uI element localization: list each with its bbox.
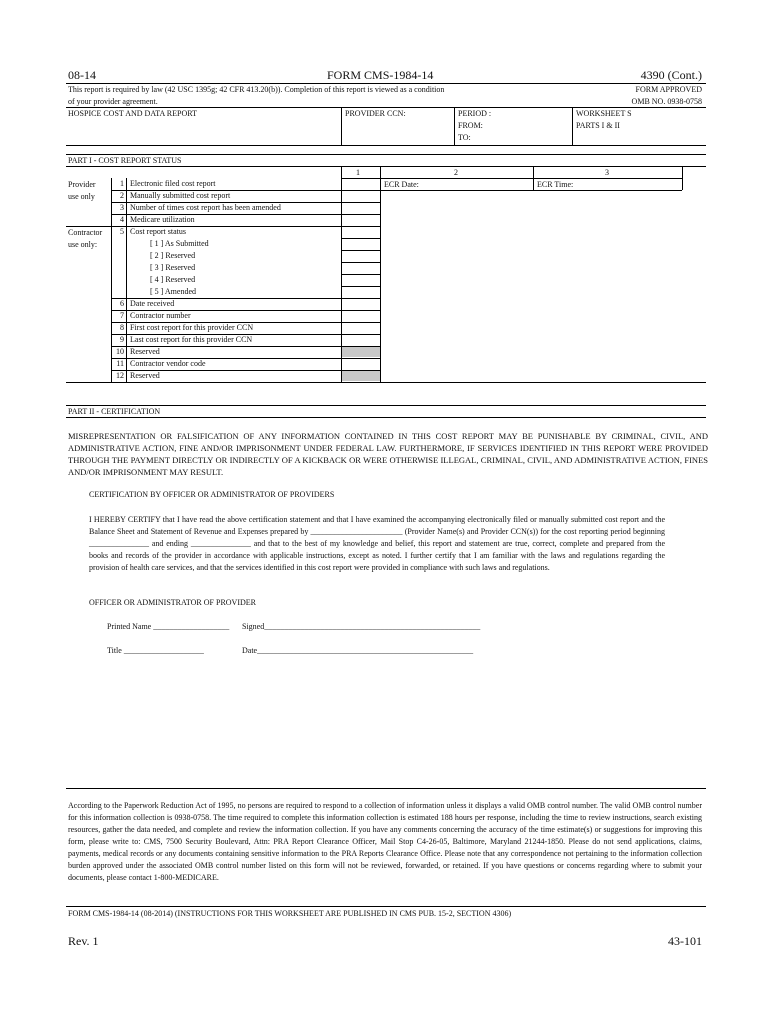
date-code: 08-14 <box>68 68 96 82</box>
status-row <box>0 250 770 262</box>
period-label: PERIOD : <box>458 109 492 118</box>
row-rule <box>111 382 380 383</box>
status-row <box>0 214 770 226</box>
provider-use-label-1: Provider <box>68 180 96 189</box>
row-number: 11 <box>116 359 124 368</box>
status-row <box>0 178 770 190</box>
status-row <box>0 190 770 202</box>
row-label: Date received <box>130 299 175 308</box>
row-number: 3 <box>120 203 124 212</box>
revision-label: Rev. 1 <box>68 934 99 948</box>
law-statement-line1: This report is required by law (42 USC 1395g; 42 CFR 413.20(b)). Completion of this report is viewed as a condition <box>68 85 445 94</box>
part1-top-rule <box>66 154 706 155</box>
title-field[interactable]: Title ____________________ <box>107 646 204 655</box>
row-value-cell[interactable] <box>342 250 380 262</box>
certification-heading: CERTIFICATION BY OFFICER OR ADMINISTRATOR OF PROVIDERS <box>89 490 335 499</box>
row-value-cell[interactable] <box>342 262 380 274</box>
row-value-cell[interactable] <box>342 310 380 322</box>
status-option-label: [ 1 ] As Submitted <box>150 239 209 248</box>
date-field[interactable]: Date______________________________________________________ <box>242 646 474 655</box>
row-value-cell[interactable] <box>342 202 380 214</box>
row-value-cell[interactable] <box>342 274 380 286</box>
page-number: 43-101 <box>668 934 702 948</box>
row-value-cell[interactable] <box>342 358 380 370</box>
id-block-bottom-rule <box>66 145 706 146</box>
provider-use-label-2: use only <box>68 192 95 201</box>
falsification-warning: MISREPRESENTATION OR FALSIFICATION OF ANY INFORMATION CONTAINED IN THIS COST REPORT MAY BE PUNISHABLE BY CRIMINAL, CIVIL, AND ADMINISTRATIVE ACTION, FINE AND/OR IMPRISONMENT UNDER FEDERAL LAW. FURTHERMORE, IF SERVICES IDENTIFIED IN THIS REPORT WERE PROVIDED THROUGH THE PAYMENT DIRECTLY OR INDIRECTLY OF A KICKBACK OR WERE OTHERWISE ILLEGAL, CRIMINAL, CIVIL, AND ADMINISTRATIVE ACTION, FINES AND/OR IMPRISONMENT MAY RESULT. <box>68 431 708 477</box>
row-label: Reserved <box>130 347 160 356</box>
report-name: HOSPICE COST AND DATA REPORT <box>68 109 197 118</box>
contractor-use-label-1: Contractor <box>68 228 103 237</box>
row-value-cell[interactable] <box>342 214 380 226</box>
row-number: 5 <box>120 227 124 236</box>
contractor-section-rule <box>66 226 111 227</box>
printed-name-field[interactable]: Printed Name ___________________ <box>107 622 230 631</box>
row-label: Manually submitted cost report <box>130 191 231 200</box>
row-value-cell[interactable] <box>342 370 380 382</box>
row-number: 9 <box>120 335 124 344</box>
ecr-date-label: ECR Date: <box>384 180 419 189</box>
row-number: 10 <box>116 347 124 356</box>
part2-title: PART II - CERTIFICATION <box>68 407 161 416</box>
omb-number: OMB NO. 0938-0758 <box>631 97 702 106</box>
id-block-divider-3 <box>572 107 573 145</box>
row-value-cell[interactable] <box>342 322 380 334</box>
page-reference: 4390 (Cont.) <box>640 68 702 82</box>
status-row <box>0 286 770 298</box>
status-row <box>0 262 770 274</box>
officer-heading: OFFICER OR ADMINISTRATOR OF PROVIDER <box>89 598 256 607</box>
row-label: Medicare utilization <box>130 215 195 224</box>
status-option-label: [ 4 ] Reserved <box>150 275 196 284</box>
column-header-1: 1 <box>356 168 360 177</box>
row-label: Contractor vendor code <box>130 359 206 368</box>
status-row <box>0 202 770 214</box>
column-header-3: 3 <box>605 168 609 177</box>
row-value-cell[interactable] <box>342 298 380 310</box>
status-row <box>0 358 770 370</box>
row-label: Cost report status <box>130 227 186 236</box>
row-number: 1 <box>120 179 124 188</box>
row-number: 6 <box>120 299 124 308</box>
status-option-label: [ 2 ] Reserved <box>150 251 196 260</box>
signature-field[interactable]: Signed______________________________________________________ <box>242 622 481 631</box>
row-value-cell[interactable] <box>342 346 380 358</box>
column-header-2: 2 <box>454 168 458 177</box>
id-block-divider-2 <box>454 107 455 145</box>
row-label: Last cost report for this provider CCN <box>130 335 253 344</box>
row-value-cell[interactable] <box>342 334 380 346</box>
row-value-cell[interactable] <box>342 286 380 298</box>
status-row <box>0 226 770 238</box>
provider-ccn-label: PROVIDER CCN: <box>345 109 406 118</box>
paperwork-top-rule <box>66 788 706 789</box>
row-label: Contractor number <box>130 311 191 320</box>
row-label: First cost report for this provider CCN <box>130 323 254 332</box>
row-value-cell[interactable] <box>342 238 380 250</box>
ecr-time-label: ECR Time: <box>537 180 574 189</box>
row-number: 12 <box>116 371 124 380</box>
worksheet-label: WORKSHEET S <box>576 109 632 118</box>
form-title: FORM CMS-1984-14 <box>327 68 434 82</box>
part1-title: PART I - COST REPORT STATUS <box>68 156 182 165</box>
status-row <box>0 238 770 250</box>
row-number: 4 <box>120 215 124 224</box>
status-option-label: [ 5 ] Amended <box>150 287 196 296</box>
status-row <box>0 274 770 286</box>
status-row <box>0 346 770 358</box>
id-block-divider-1 <box>341 107 342 145</box>
row-value-cell[interactable] <box>342 178 380 190</box>
row-label: Reserved <box>130 371 160 380</box>
certification-statement: I HEREBY CERTIFY that I have read the above certification statement and that I have examined the accompanying electronically filed or manually submitted cost report and the Balance Sheet and Statement of Revenue and Expenses prepared by _______________________ (Provider Name(s) and Provider CCN(s)) for the cost reporting period beginning _______________ and ending _______________ and that to the best of my knowledge and belief, this report and statement are true, correct, complete and prepared from the books and records of the provider in accordance with applicable instructions, except as noted. I further certify that I am familiar with the laws and regulations regarding the provision of health care services, and that the services identified in this cost report were provided in compliance with such laws and regulations. <box>89 515 665 572</box>
footer-rule <box>66 906 706 907</box>
form-instructions-note: FORM CMS-1984-14 (08-2014) (INSTRUCTIONS FOR THIS WORKSHEET ARE PUBLISHED IN CMS PUB. 15-2, SECTION 4306) <box>68 909 512 918</box>
part2-title-rule <box>66 417 706 418</box>
row-value-cell[interactable] <box>342 190 380 202</box>
row-label: Electronic filed cost report <box>130 179 216 188</box>
part2-top-rule <box>66 405 706 406</box>
contractor-use-label-2: use only: <box>68 240 98 249</box>
status-row <box>0 298 770 310</box>
header-rule <box>66 83 706 84</box>
row-value-cell[interactable] <box>342 226 380 238</box>
status-row <box>0 370 770 382</box>
period-from-label: FROM: <box>458 121 483 130</box>
row-number: 8 <box>120 323 124 332</box>
status-row <box>0 334 770 346</box>
form-approved: FORM APPROVED <box>635 85 702 94</box>
row-number: 2 <box>120 191 124 200</box>
part1-title-rule <box>66 166 706 167</box>
parts-label: PARTS I & II <box>576 121 620 130</box>
paperwork-reduction-notice: According to the Paperwork Reduction Act of 1995, no persons are required to respond to a collection of information unless it displays a valid OMB control number. The valid OMB control number for this information collection is 0938-0758. The time required to complete this information collection is estimated 188 hours per response, including the time to review instructions, search existing resources, gather the data needed, and complete and review the information collection. If you have any comments concerning the accuracy of the time estimate(s) or suggestions for improving this form, please write to: CMS, 7500 Security Boulevard, Attn: PRA Report Clearance Officer, Mail Stop C4-26-05, Baltimore, Maryland 21244-1850. Please do not send applications, claims, payments, medical records or any documents containing sensitive information to the PRA Reports Clearance Office. Please note that any correspondence not pertaining to the information collection burden approved under the associated OMB control number listed on this form will not be reviewed, forwarded, or retained. If you have questions or concerns regarding where to submit your documents, please contact 1-800-MEDICARE. <box>68 801 702 882</box>
row-label: Number of times cost report has been amended <box>130 203 281 212</box>
period-to-label: TO: <box>458 133 471 142</box>
id-block-top-rule <box>66 107 706 108</box>
law-statement-line2: of your provider agreement. <box>68 97 158 106</box>
status-row <box>0 310 770 322</box>
status-row <box>0 322 770 334</box>
status-option-label: [ 3 ] Reserved <box>150 263 196 272</box>
row-number: 7 <box>120 311 124 320</box>
